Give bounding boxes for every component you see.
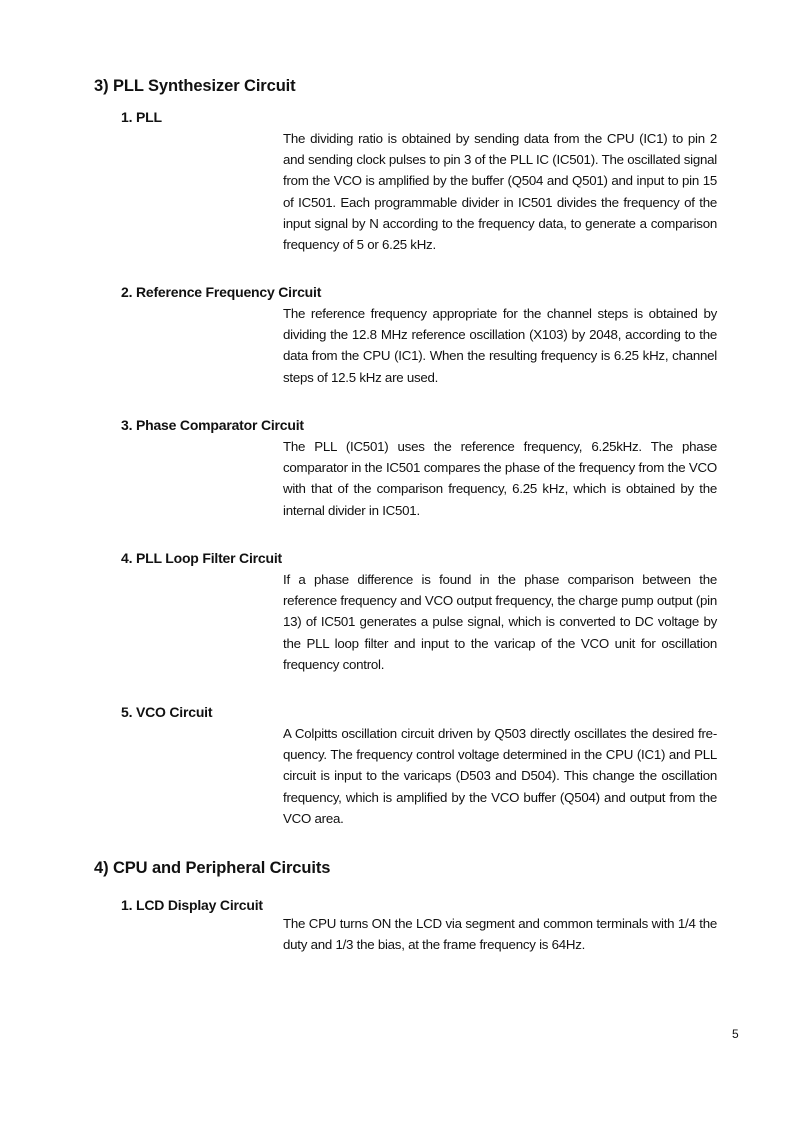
subsection-heading-pll: 1. PLL xyxy=(121,109,162,125)
paragraph-pll: The dividing ratio is obtained by sending data from the CPU (IC1) to pin 2 and sending clock pulses to pin 3 of the PLL IC (IC501). The oscillated signal from the VCO is amplified by the buffer (Q504 and Q501) and input to pin 15 of IC501. Each programmable divider in IC501 divides the frequency of the input signal by N according to the frequency data, to generate a comparison frequency of 5 or 6.25 kHz. xyxy=(283,131,717,253)
paragraph-vco-circuit: A Colpitts oscillation circuit driven by Q503 directly oscillates the desired fre- quency. The frequency control voltage determined in the CPU (IC1) and PLL circuit is input to the varicaps (D503 and D504). This change the oscillation frequency, which is amplified by the VCO buffer (Q504) and output from the VCO area. xyxy=(283,726,717,826)
paragraph-lcd-display: The CPU turns ON the LCD via segment and common terminals with 1/4 the duty and 1/3 the bias, at the frame frequency is 64Hz. xyxy=(283,916,717,953)
section-heading-cpu-peripheral: 4) CPU and Peripheral Circuits xyxy=(94,859,331,877)
subsection-heading-vco-circuit: 5. VCO Circuit xyxy=(121,704,213,720)
subsection-heading-lcd-display: 1. LCD Display Circuit xyxy=(121,897,263,913)
page-number: 5 xyxy=(732,1027,739,1041)
paragraph-reference-frequency: The reference frequency appropriate for the channel steps is obtained by dividing the 12.8 MHz reference oscillation (X103) by 2048, according to the data from the CPU (IC1). When the resulting frequency is 6.25 kHz, channel steps of 12.5 kHz are used. xyxy=(283,306,717,385)
paragraph-phase-comparator: The PLL (IC501) uses the reference frequency, 6.25kHz. The phase comparator in the IC501 compares the phase of the frequency from the VCO with that of the comparison frequency, 6.25 kHz, which is obtained by the internal divider in IC501. xyxy=(283,439,717,518)
subsection-heading-phase-comparator: 3. Phase Comparator Circuit xyxy=(121,417,304,433)
section-heading-pll-synthesizer: 3) PLL Synthesizer Circuit xyxy=(94,77,296,95)
subsection-heading-pll-loop-filter: 4. PLL Loop Filter Circuit xyxy=(121,550,282,566)
paragraph-pll-loop-filter: If a phase difference is found in the phase comparison between the reference frequency and VCO output frequency, the charge pump output (pin 13) of IC501 generates a pulse signal, which is converted to DC voltage by the PLL loop filter and input to the varicap of the VCO unit for oscillation frequency control. xyxy=(283,572,717,672)
subsection-heading-reference-frequency: 2. Reference Frequency Circuit xyxy=(121,284,322,300)
